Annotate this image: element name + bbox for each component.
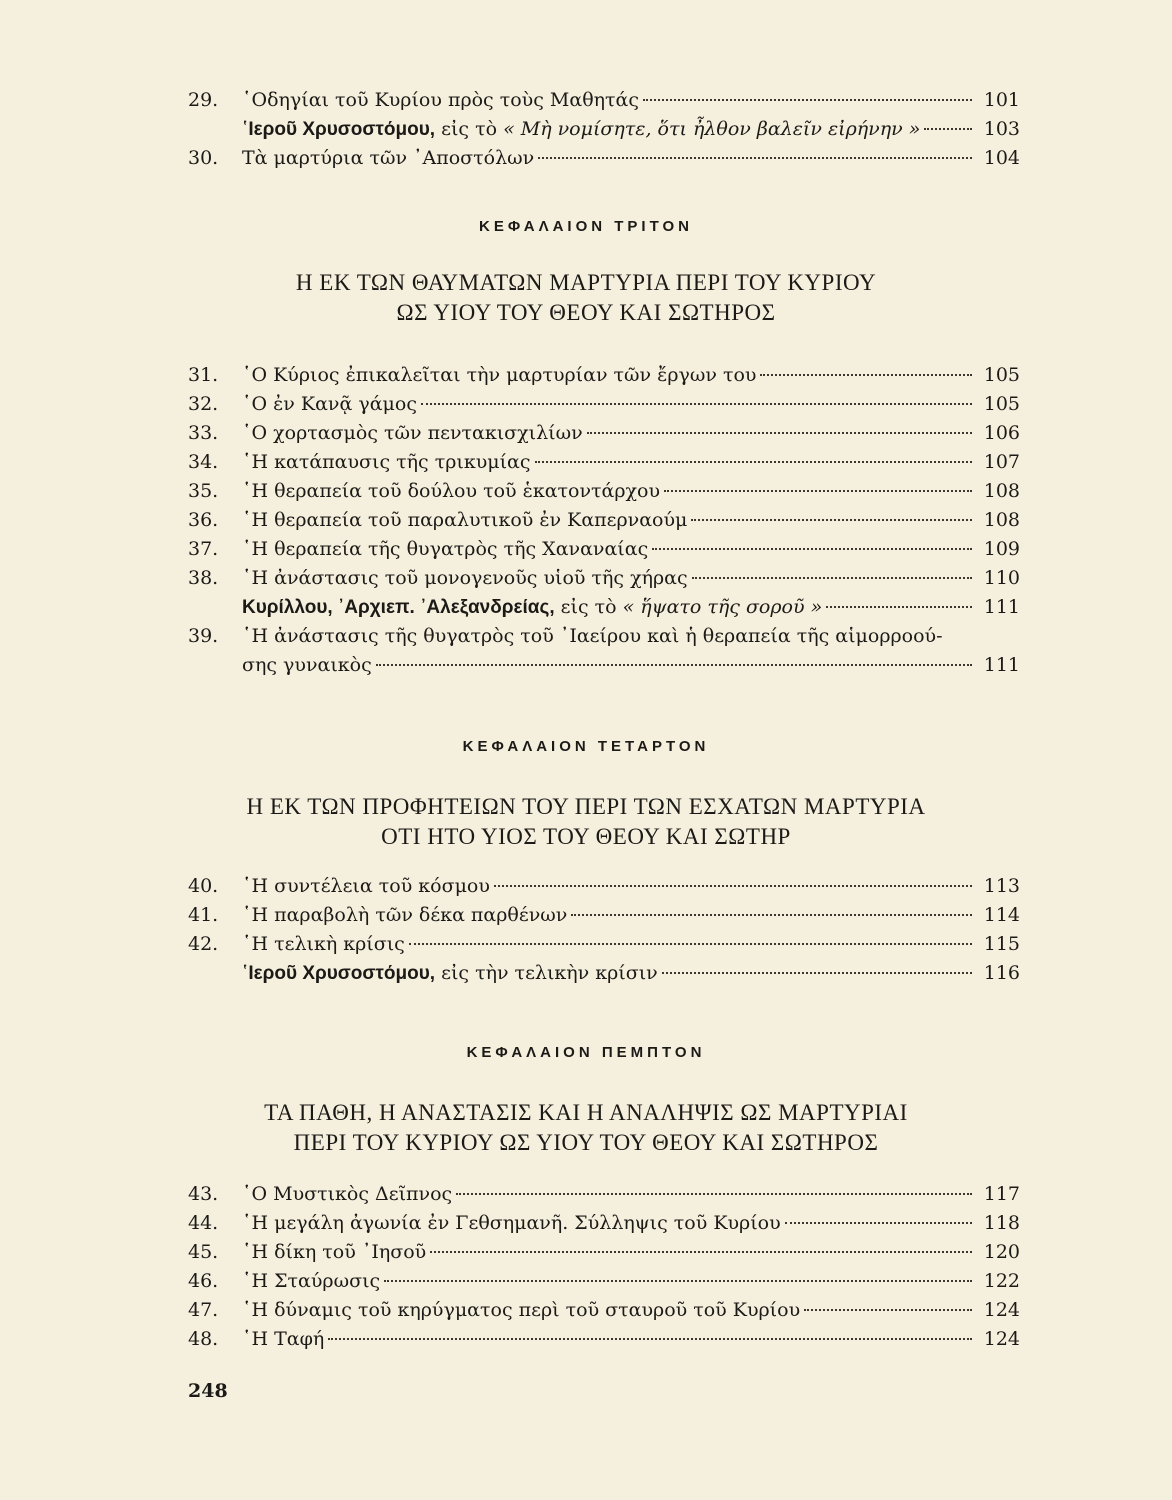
dot-leader [652,548,972,550]
entry-number: 29. [188,89,219,111]
author-name: ῾Ιεροῦ Χρυσοστόμου, [242,119,436,140]
toc-entry-cyril [188,593,1020,622]
dot-leader [430,1251,972,1253]
dot-leader [760,374,972,376]
chapter3-heading [0,268,1172,328]
toc-entry-38 [188,564,1020,593]
dot-leader [421,403,972,405]
entry-title: σης γυναικὸς [242,654,372,676]
entry-number: 37. [188,538,219,560]
entry-title: ῾Η παραβολὴ τῶν δέκα παρθένων [242,904,568,926]
chapter5-label: ΚΕΦΑΛΑΙΟΝ ΠΕΜΠΤΟΝ [466,1044,706,1061]
entry-title: ῾Η δίκη τοῦ ᾿Ιησοῦ [242,1241,427,1263]
entry-number: 36. [188,509,219,531]
title-text: εἰς τὸ [554,596,623,618]
chapter4-label: ΚΕΦΑΛΑΙΟΝ ΤΕΤΑΡΤΟΝ [462,738,710,755]
entry-number: 40. [188,875,219,897]
toc-entry-47 [188,1296,1020,1325]
entry-title: ῾Η μεγάλη ἀγωνία ἐν Γεθσημανῆ. Σύλληψις τοῦ Κυρίου [242,1212,781,1234]
entry-page: 111 [983,596,1020,618]
toc-entry-34 [188,448,1020,477]
entry-title: ῾Η δύναμις τοῦ κηρύγματος περὶ τοῦ σταυροῦ τοῦ Κυρίου [242,1299,801,1321]
toc-entry-42 [188,930,1020,959]
entry-title: ῾Η Ταφή [242,1328,325,1350]
title-text: εἰς τὴν τελικὴν κρίσιν [435,962,658,984]
entry-page: 117 [983,1183,1020,1205]
dot-leader [571,914,972,916]
toc-entry-45 [188,1238,1020,1267]
entry-page: 111 [983,654,1020,676]
toc-section-top [188,86,1020,173]
entry-page: 124 [983,1299,1020,1321]
entry-title [242,115,920,144]
entry-page: 114 [983,904,1020,926]
toc-section-chapter4 [188,872,1020,988]
dot-leader [535,461,972,463]
entry-title: ῾Η συντέλεια τοῦ κόσμου [242,875,490,897]
entry-title: ῾Η ἀνάστασις τοῦ μονογενοῦς υἱοῦ τῆς χήρας [242,567,688,589]
toc-section-chapter3 [188,361,1020,680]
quoted-title: « Μὴ νομίσητε, ὅτι ἦλθον βαλεῖν εἰρήνην » [503,118,921,140]
entry-title: ῾Η κατάπαυσις τῆς τρικυμίας [242,451,531,473]
heading-line: Η ΕΚ ΤΩΝ ΘΑΥΜΑΤΩΝ ΜΑΡΤΥΡΙΑ ΠΕΡΙ ΤΟΥ ΚΥΡΙΟΥ [295,270,877,295]
entry-title: ῾Η τελικὴ κρίσις [242,933,405,955]
entry-number: 42. [188,933,219,955]
entry-page: 110 [983,567,1020,589]
entry-title [242,959,658,988]
entry-number: 48. [188,1328,219,1350]
chapter3-label: ΚΕΦΑΛΑΙΟΝ ΤΡΙΤΟΝ [479,218,693,235]
dot-leader [328,1338,972,1340]
entry-title [242,593,822,622]
entry-page: 109 [983,538,1020,560]
chapter5-heading [0,1098,1172,1158]
heading-line: ΟΤΙ ΗΤΟ ΥΙΟΣ ΤΟΥ ΘΕΟΥ ΚΑΙ ΣΩΤΗΡ [381,824,791,849]
entry-number: 34. [188,451,219,473]
toc-entry-44 [188,1209,1020,1238]
entry-page: 105 [983,393,1020,415]
dot-leader [691,519,972,521]
entry-title: ῾Ο χορτασμὸς τῶν πεντακισχιλίων [242,422,583,444]
toc-entry-30 [188,144,1020,173]
entry-title: ῾Ο Μυστικὸς Δεῖπνος [242,1183,453,1205]
entry-title: ῾Η ἀνάστασις τῆς θυγατρὸς τοῦ ᾿Ιαείρου καὶ ἡ θεραπεία τῆς αἱμορροού- [242,625,943,647]
dot-leader [587,432,972,434]
entry-title: ῾Η Σταύρωσις [242,1270,381,1292]
toc-entry-48 [188,1325,1020,1354]
entry-title: ῾Η θεραπεία τοῦ παραλυτικοῦ ἐν Καπερναούμ [242,509,688,531]
dot-leader [804,1309,972,1311]
author-name: ῾Ιεροῦ Χρυσοστόμου, [242,963,436,984]
entry-title: ῾Η θεραπεία τῆς θυγατρὸς τῆς Χαναναίας [242,538,649,560]
entry-page: 115 [983,933,1020,955]
entry-page: 118 [983,1212,1020,1234]
dot-leader [456,1193,972,1195]
toc-entry-32 [188,390,1020,419]
entry-page: 108 [983,480,1020,502]
entry-page: 108 [983,509,1020,531]
entry-number: 38. [188,567,219,589]
entry-title: ῾Ο Κύριος ἐπικαλεῖται τὴν μαρτυρίαν τῶν ἔργων του [242,364,757,386]
entry-page: 113 [983,875,1020,897]
heading-line: ΩΣ ΥΙΟΥ ΤΟΥ ΘΕΟΥ ΚΑΙ ΣΩΤΗΡΟΣ [396,300,776,325]
entry-number: 47. [188,1299,219,1321]
toc-entry-43 [188,1180,1020,1209]
toc-entry-36 [188,506,1020,535]
dot-leader [692,577,972,579]
entry-page: 106 [983,422,1020,444]
dot-leader [376,664,972,666]
dot-leader [538,157,972,159]
entry-page: 124 [983,1328,1020,1350]
toc-entry-35 [188,477,1020,506]
entry-page: 103 [983,118,1020,140]
entry-page: 101 [983,89,1020,111]
chapter4-heading [0,792,1172,852]
toc-entry-41 [188,901,1020,930]
dot-leader [643,99,972,101]
toc-entry-33 [188,419,1020,448]
author-name: Κυρίλλου, ᾿Αρχιεπ. ᾿Αλεξανδρείας, [242,597,555,618]
entry-number: 41. [188,904,219,926]
entry-number: 39. [188,625,219,647]
toc-entry-chrysostom-peace [188,115,1020,144]
entry-page: 104 [983,147,1020,169]
entry-number: 33. [188,422,219,444]
title-text: εἰς τὸ [435,118,504,140]
entry-page: 116 [983,962,1020,984]
entry-number: 32. [188,393,219,415]
entry-title: ῾Οδηγίαι τοῦ Κυρίου πρὸς τοὺς Μαθητάς [242,89,640,111]
heading-line: Η ΕΚ ΤΩΝ ΠΡΟΦΗΤΕΙΩΝ ΤΟΥ ΠΕΡΙ ΤΩΝ ΕΣΧΑΤΩΝ ΜΑΡΤΥΡΙΑ [246,794,926,819]
entry-page: 120 [983,1241,1020,1263]
dot-leader [384,1280,972,1282]
page-number: 248 [188,1380,228,1402]
entry-title: Τὰ μαρτύρια τῶν ᾿Αποστόλων [242,147,535,169]
dot-leader [826,606,972,608]
dot-leader [924,128,972,130]
toc-entry-37 [188,535,1020,564]
entry-page: 105 [983,364,1020,386]
toc-entry-31 [188,361,1020,390]
dot-leader [664,490,972,492]
entry-page: 107 [983,451,1020,473]
entry-number: 43. [188,1183,219,1205]
entry-title: ῾Η θεραπεία τοῦ δούλου τοῦ ἑκατοντάρχου [242,480,661,502]
heading-line: ΤΑ ΠΑΘΗ, Η ΑΝΑΣΤΑΣΙΣ ΚΑΙ Η ΑΝΑΛΗΨΙΣ ΩΣ ΜΑΡΤΥΡΙΑΙ [264,1100,908,1125]
toc-entry-39 [188,622,1020,651]
toc-entry-chrysostom-judgment [188,959,1020,988]
entry-number: 44. [188,1212,219,1234]
dot-leader [662,972,972,974]
toc-entry-29 [188,86,1020,115]
entry-number: 30. [188,147,219,169]
dot-leader [785,1222,972,1224]
entry-number: 35. [188,480,219,502]
toc-section-chapter5 [188,1180,1020,1354]
toc-entry-40 [188,872,1020,901]
entry-number: 46. [188,1270,219,1292]
quoted-title: « ἥψατο τῆς σοροῦ » [622,596,823,618]
toc-entry-46 [188,1267,1020,1296]
entry-number: 31. [188,364,219,386]
dot-leader [494,885,972,887]
toc-entry-39-continuation [188,651,1020,680]
entry-number: 45. [188,1241,219,1263]
entry-title: ῾Ο ἐν Κανᾷ γάμος [242,393,417,415]
heading-line: ΠΕΡΙ ΤΟΥ ΚΥΡΙΟΥ ΩΣ ΥΙΟΥ ΤΟΥ ΘΕΟΥ ΚΑΙ ΣΩΤΗΡΟΣ [293,1130,879,1155]
entry-page: 122 [983,1270,1020,1292]
dot-leader [409,943,972,945]
